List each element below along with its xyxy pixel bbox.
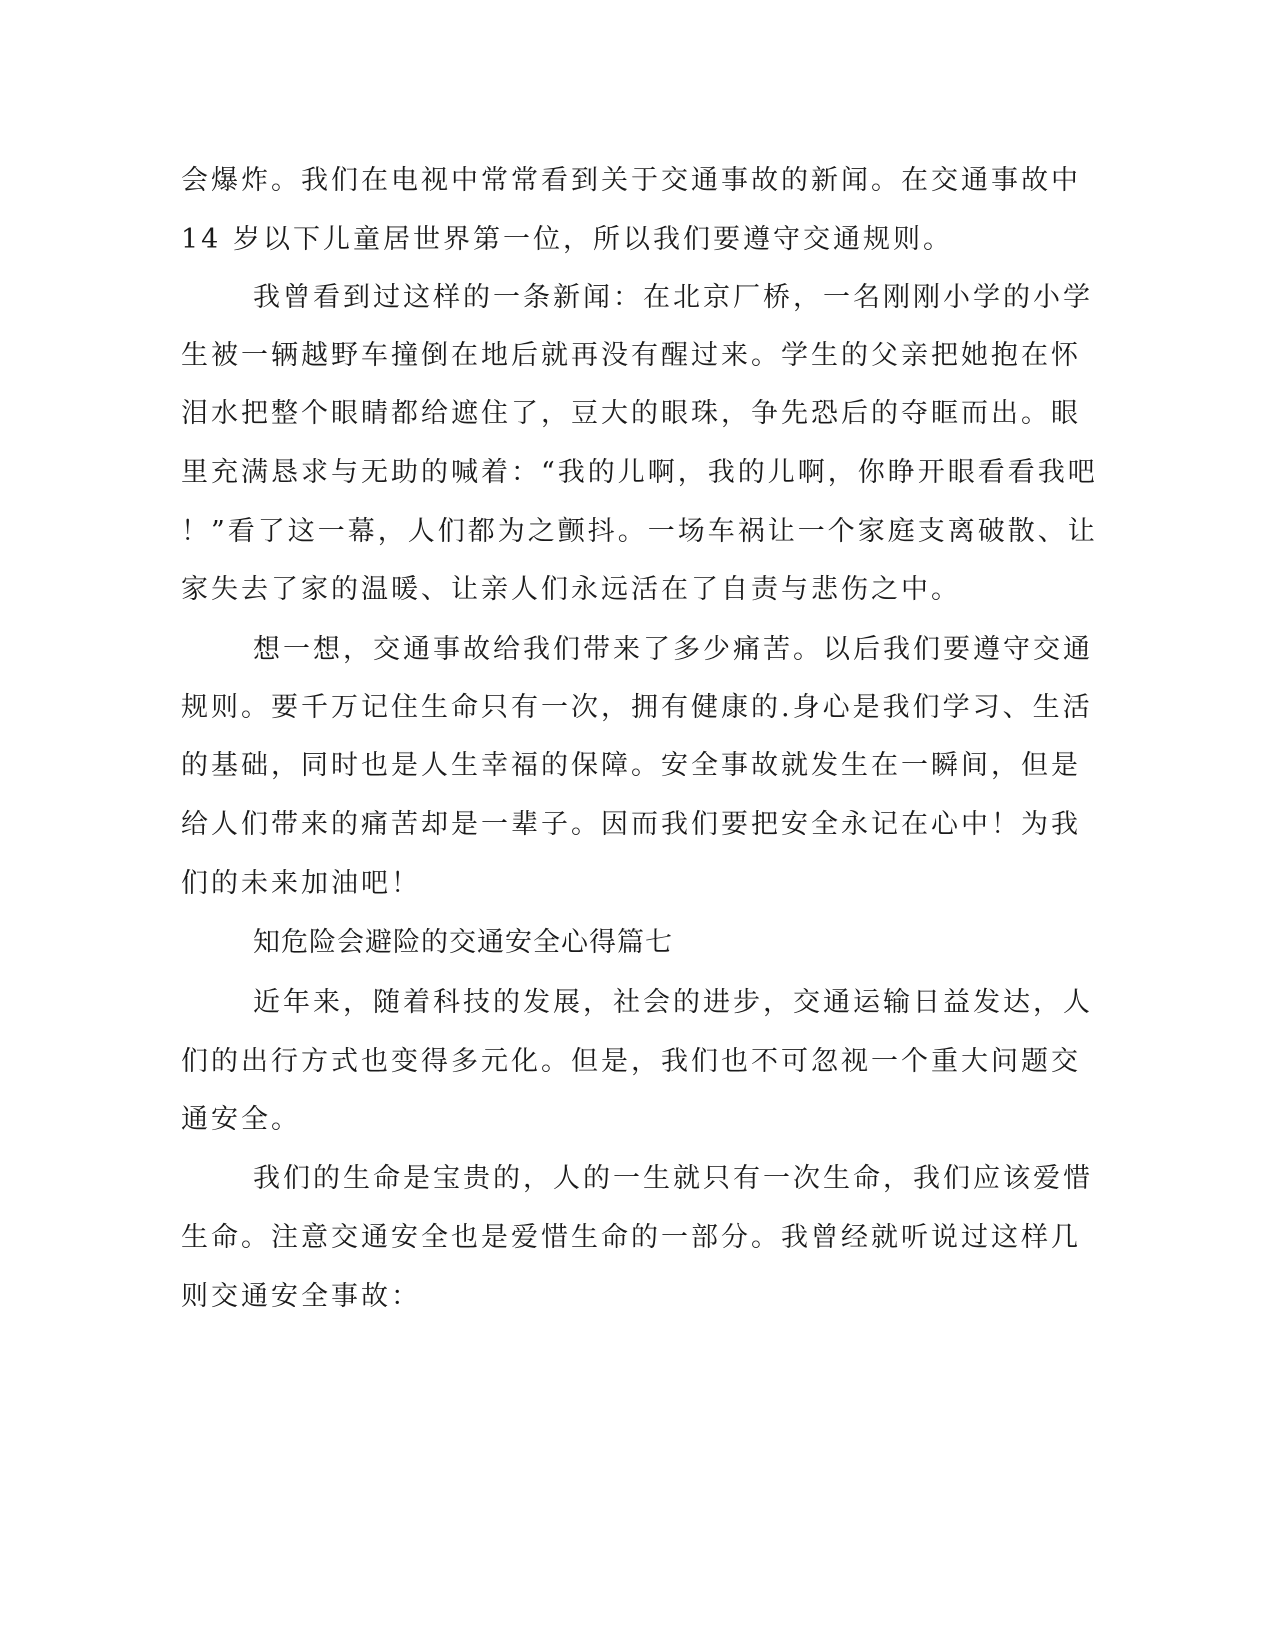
text-line: 泪水把整个眼睛都给遮住了，豆大的眼珠，争先恐后的夺眶而出。眼	[181, 398, 1081, 429]
text-line: 给人们带来的痛苦却是一辈子。因而我们要把安全永记在心中！为我	[181, 809, 1081, 840]
text-line: 们的未来加油吧！	[181, 868, 421, 899]
text-line: 会爆炸。我们在电视中常常看到关于交通事故的新闻。在交通事故中	[181, 165, 1081, 196]
text-line: 我曾看到过这样的一条新闻：在北京厂桥，一名刚刚小学的小学	[253, 282, 1093, 313]
text-line: 们的出行方式也变得多元化。但是，我们也不可忽视一个重大问题交	[181, 1046, 1081, 1077]
text-line: ！”看了这一幕，人们都为之颤抖。一场车祸让一个家庭支离破散、让	[181, 516, 1098, 547]
text-line: 的基础，同时也是人生幸福的保障。安全事故就发生在一瞬间，但是	[181, 750, 1081, 781]
text-line: 则交通安全事故：	[181, 1281, 421, 1312]
text-line: 规则。要千万记住生命只有一次，拥有健康的.身心是我们学习、生活	[181, 692, 1093, 723]
section-heading: 知危险会避险的交通安全心得篇七	[253, 927, 673, 958]
text-line: 里充满恳求与无助的喊着：“我的儿啊，我的儿啊，你睁开眼看看我吧	[181, 457, 1098, 488]
text-line: 近年来，随着科技的发展，社会的进步，交通运输日益发达，人	[253, 987, 1093, 1018]
text-line: 14 岁以下儿童居世界第一位，所以我们要遵守交通规则。	[181, 224, 953, 255]
text-line: 通安全。	[181, 1104, 301, 1135]
text-line: 生被一辆越野车撞倒在地后就再没有醒过来。学生的父亲把她抱在怀	[181, 340, 1081, 371]
text-line: 我们的生命是宝贵的，人的一生就只有一次生命，我们应该爱惜	[253, 1163, 1093, 1194]
text-line: 想一想，交通事故给我们带来了多少痛苦。以后我们要遵守交通	[253, 634, 1093, 665]
text-line: 家失去了家的温暖、让亲人们永远活在了自责与悲伤之中。	[181, 574, 961, 605]
text-line: 生命。注意交通安全也是爱惜生命的一部分。我曾经就听说过这样几	[181, 1222, 1081, 1253]
